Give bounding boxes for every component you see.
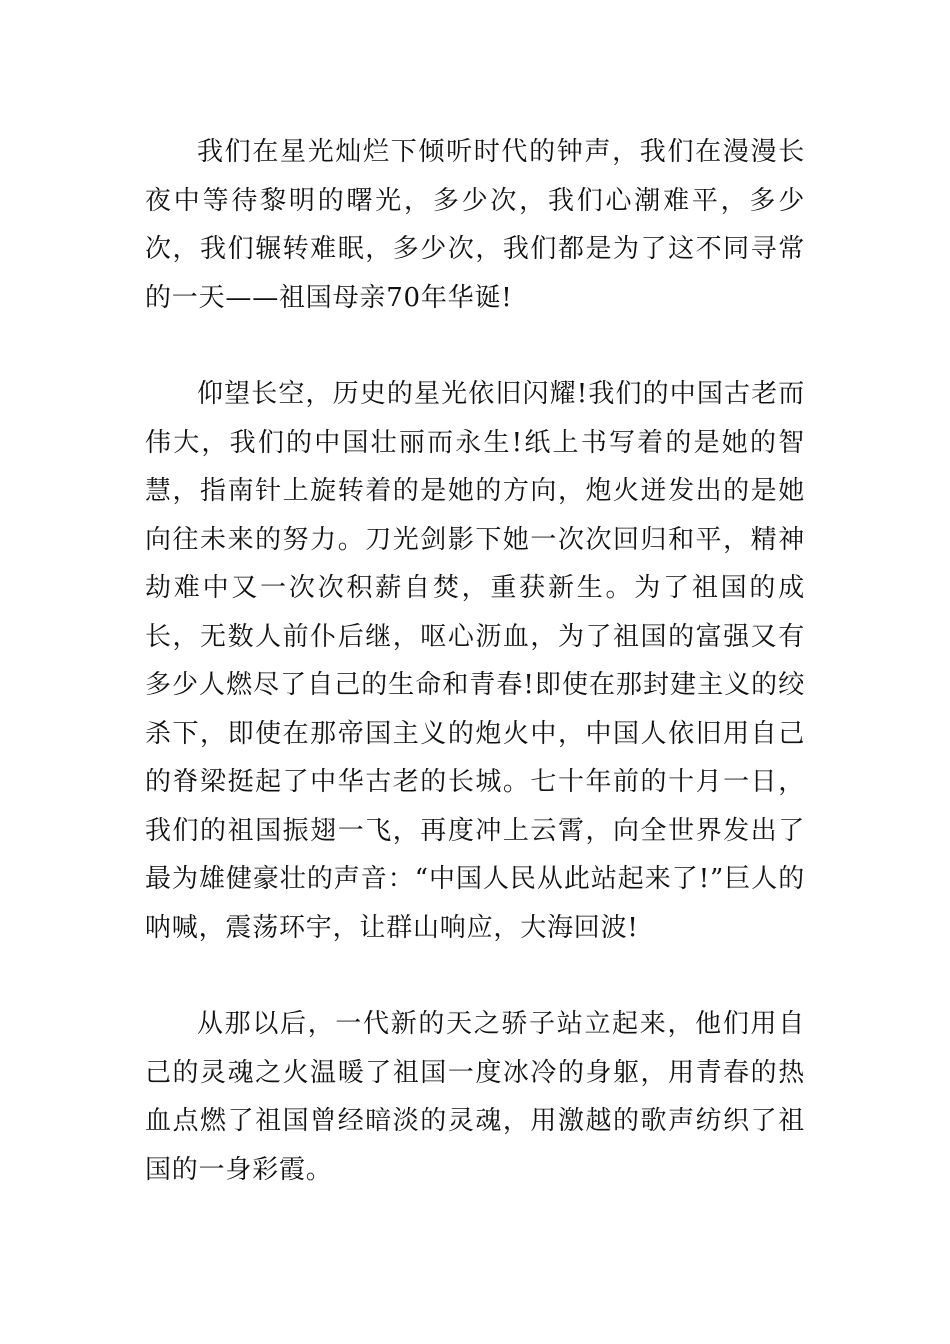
paragraph-1: 我们在星光灿烂下倾听时代的钟声，我们在漫漫长夜中等待黎明的曙光，多少次，我们心潮难平，多少次，我们辗转难眠，多少次，我们都是为了这不同寻常的一天——祖国母亲70年华诞! bbox=[145, 137, 805, 313]
paragraph-3: 从那以后，一代新的天之骄子站立起来，他们用自己的灵魂之火温暖了祖国一度冰冷的身躯，用青春的热血点燃了祖国曾经暗淡的灵魂，用激越的歌声纺织了祖国的一身彩霞。 bbox=[145, 1009, 805, 1185]
document-body bbox=[145, 128, 805, 1194]
paragraph-2: 仰望长空，历史的星光依旧闪耀!我们的中国古老而伟大，我们的中国壮丽而永生!纸上书写着的是她的智慧，指南针上旋转着的是她的方向，炮火迸发出的是她向往未来的努力。刀光剑影下她一次次回归和平，精神劫难中又一次次积薪自焚，重获新生。为了祖国的成长，无数人前仆后继，呕心沥血，为了祖国的富强又有多少人燃尽了自己的生命和青春!即使在那封建主义的绞杀下，即使在那帝国主义的炮火中，中国人依旧用自己的脊梁挺起了中华古老的长城。七十年前的十月一日，我们的祖国振翅一飞，再度冲上云霄，向全世界发出了最为雄健豪壮的声音：“中国人民从此站起来了!”巨人的呐喊，震荡环宇，让群山响应，大海回波! bbox=[145, 379, 805, 943]
